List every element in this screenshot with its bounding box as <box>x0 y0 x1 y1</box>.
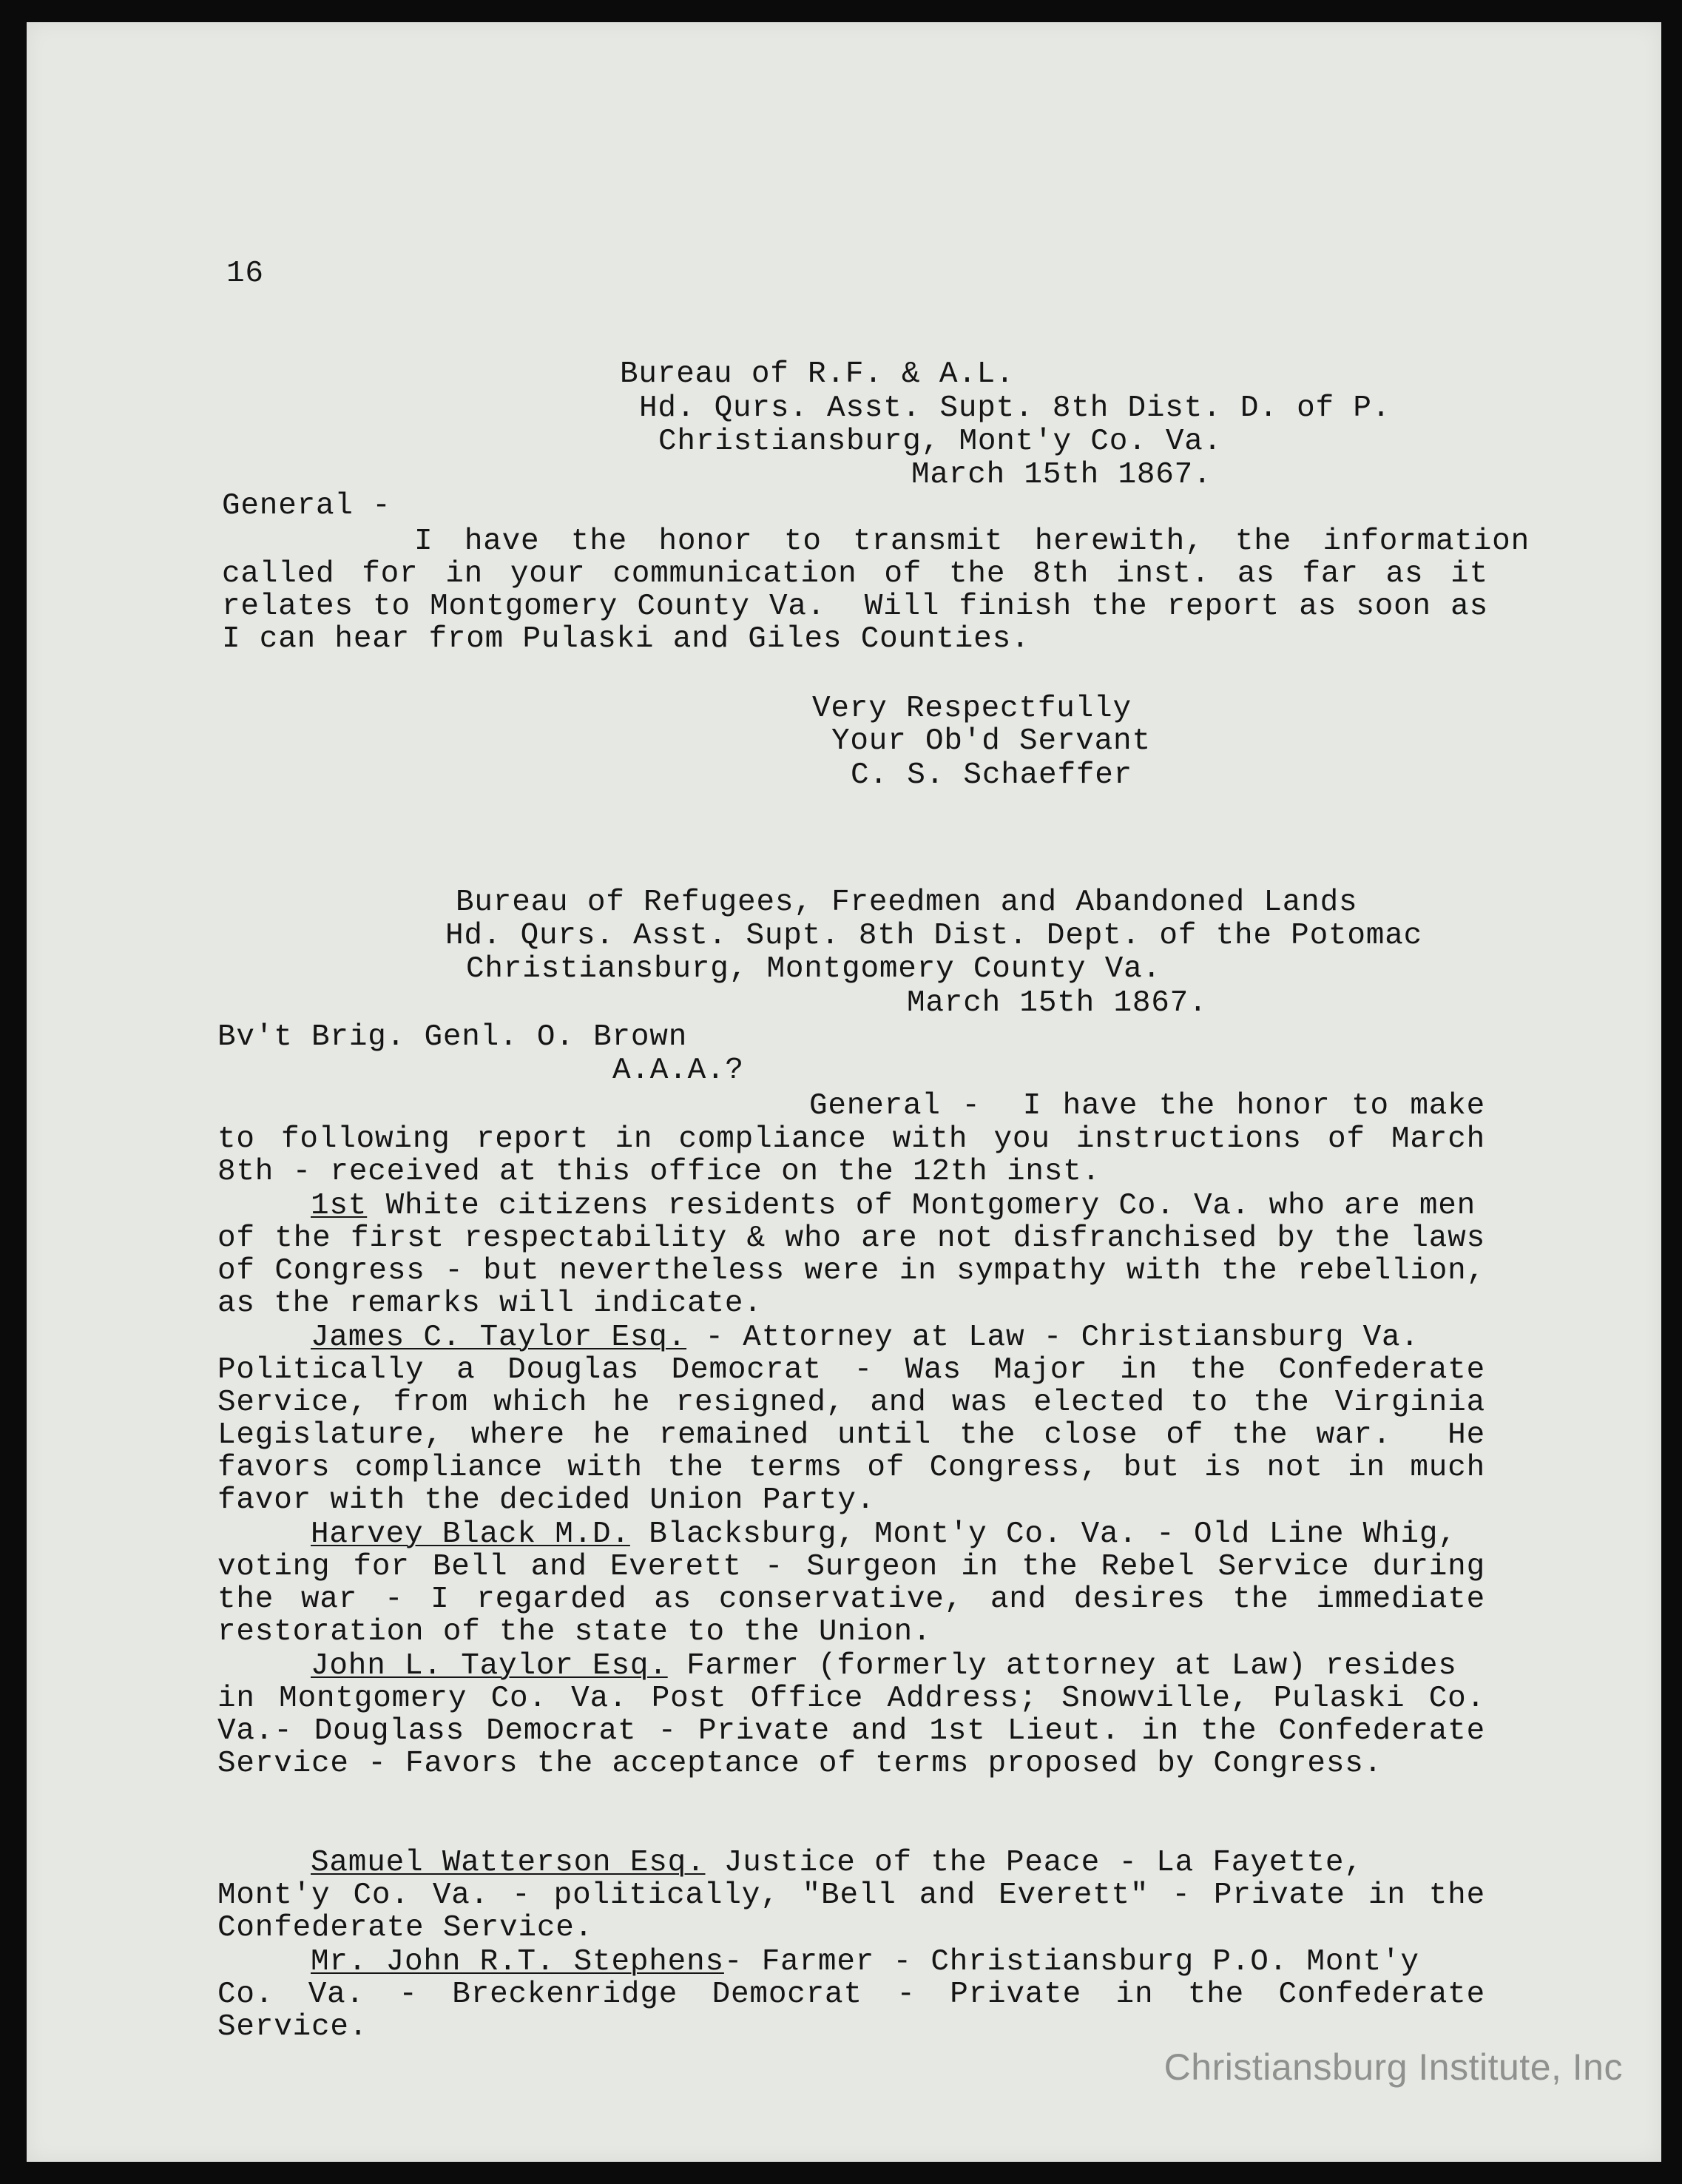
section-number: 1st <box>311 1189 368 1223</box>
entry-text-line: Va.- Douglass Democrat - Private and 1st Lieut. in the Confederate <box>217 1714 1485 1748</box>
entry-name: Mr. John R.T. Stephens <box>311 1945 724 1979</box>
letter1-body-line: called for in your communication of the 8th inst. as far as it <box>222 557 1488 591</box>
typed-letter-text <box>27 22 1661 2162</box>
entry-first-line: Harvey Black M.D. Blacksburg, Mont'y Co. Va. - Old Line Whig, <box>311 1517 1457 1551</box>
watermark: Christiansburg Institute, Inc <box>1163 2046 1623 2088</box>
entry-name: James C. Taylor Esq. <box>311 1321 687 1355</box>
entry-text-line: Service - Favors the acceptance of terms proposed by Congress. <box>217 1747 1383 1781</box>
letter1-heading-line: Hd. Qurs. Asst. Supt. 8th Dist. D. of P. <box>639 391 1391 425</box>
letter1-date: March 15th 1867. <box>911 458 1212 492</box>
letter2-heading-line: Christiansburg, Montgomery County Va. <box>466 952 1161 986</box>
entry-text-line: the war - I regarded as conservative, and desires the immediate <box>217 1583 1485 1617</box>
entry-text-line: Service, from which he resigned, and was elected to the Virginia <box>217 1386 1485 1420</box>
letter1-closing: Very Respectfully <box>812 692 1132 726</box>
entry-name: Samuel Watterson Esq. <box>311 1846 706 1880</box>
entry-first-line: Samuel Watterson Esq. Justice of the Peace - La Fayette, <box>311 1846 1363 1880</box>
entry-text-line: Mont'y Co. Va. - politically, "Bell and Everett" - Private in the <box>217 1878 1485 1912</box>
entry-text-line: Politically a Douglas Democrat - Was Major in the Confederate <box>217 1353 1485 1387</box>
letter1-salutation: General - <box>222 489 391 523</box>
document-page <box>27 22 1661 2162</box>
entry-first-line: James C. Taylor Esq. - Attorney at Law - Christiansburg Va. <box>311 1321 1419 1355</box>
letter2-intro-line: to following report in compliance with you instructions of March <box>217 1122 1485 1156</box>
section-text-line: of Congress - but nevertheless were in sympathy with the rebellion, <box>217 1254 1485 1288</box>
page-number: 16 <box>226 257 264 291</box>
letter2-heading-line: Hd. Qurs. Asst. Supt. 8th Dist. Dept. of the Potomac <box>445 919 1423 953</box>
entry-first-line: Mr. John R.T. Stephens- Farmer - Christiansburg P.O. Mont'y <box>311 1945 1419 1979</box>
entry-text-line: voting for Bell and Everett - Surgeon in the Rebel Service during <box>217 1550 1485 1584</box>
letter2-intro-line: 8th - received at this office on the 12th inst. <box>217 1155 1101 1189</box>
letter2-recipient-title: A.A.A.? <box>612 1054 744 1088</box>
section-text-line: of the first respectability & who are not disfranchised by the laws <box>217 1221 1485 1256</box>
entry-text-line: favors compliance with the terms of Congress, but is not in much <box>217 1451 1485 1485</box>
letter1-heading-line: Christiansburg, Mont'y Co. Va. <box>658 425 1223 459</box>
letter2-intro-line: General - I have the honor to make <box>809 1089 1485 1123</box>
letter1-heading-line: Bureau of R.F. & A.L. <box>620 357 1015 391</box>
entry-text-line: favor with the decided Union Party. <box>217 1483 876 1517</box>
section-first-line <box>311 1190 1476 1223</box>
entry-name: John L. Taylor Esq. <box>311 1649 668 1683</box>
entry-text-line: restoration of the state to the Union. <box>217 1615 932 1649</box>
section-text: White citizens residents of Montgomery Co. Va. who are men <box>367 1189 1476 1223</box>
letter2-heading-line: Bureau of Refugees, Freedmen and Abandoned Lands <box>456 886 1358 920</box>
letter1-body-line: I can hear from Pulaski and Giles Counties. <box>222 622 1030 656</box>
letter1-body-line: I have the honor to transmit herewith, the information <box>414 525 1530 559</box>
letter2-date: March 15th 1867. <box>907 986 1208 1020</box>
entry-first-line: John L. Taylor Esq. Farmer (formerly attorney at Law) resides <box>311 1649 1457 1683</box>
entry-text-line: Co. Va. - Breckenridge Democrat - Private in the Confederate <box>217 1978 1485 2012</box>
letter1-closing: Your Ob'd Servant <box>831 724 1151 758</box>
letter1-signature: C. S. Schaeffer <box>851 758 1133 792</box>
entry-text-line: Legislature, where he remained until the close of the war. He <box>217 1418 1485 1452</box>
entry-text-line: Confederate Service. <box>217 1911 594 1945</box>
letter1-body-line: relates to Montgomery County Va. Will finish the report as soon as <box>222 590 1488 624</box>
section-text-line: as the remarks will indicate. <box>217 1287 763 1321</box>
entry-text-line: Service. <box>217 2010 368 2044</box>
entry-name: Harvey Black M.D. <box>311 1517 630 1551</box>
entry-text-line: in Montgomery Co. Va. Post Office Address; Snowville, Pulaski Co. <box>217 1682 1485 1716</box>
letter2-recipient: Bv't Brig. Genl. O. Brown <box>217 1020 688 1054</box>
